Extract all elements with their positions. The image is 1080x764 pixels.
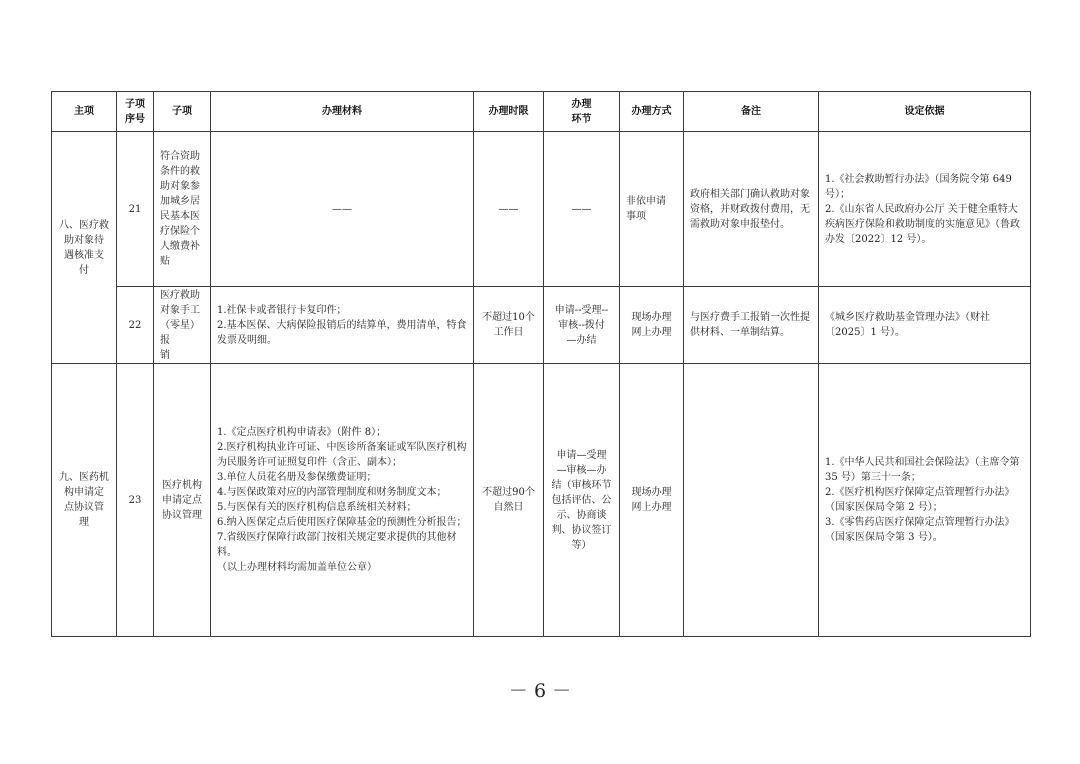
table-row bbox=[52, 287, 1031, 364]
material-line: 5.与医保有关的医疗机构信息系统相关材料； bbox=[217, 502, 417, 513]
sub-item-name: 医疗机构 申请定点 协议管理 bbox=[154, 364, 211, 637]
header-materials: 办理材料 bbox=[211, 92, 474, 132]
sub-item-number: 22 bbox=[117, 287, 154, 364]
legal-basis-cell bbox=[819, 132, 1031, 287]
materials-cell bbox=[211, 287, 474, 364]
sub-item-number: 23 bbox=[117, 364, 154, 637]
material-line: 4.与医保政策对应的内部管理制度和财务制度文本； bbox=[217, 487, 447, 498]
sub-item-name: 符合资助 条件的救 助对象参 加城乡居 民基本医 疗保险个 人缴费补 贴 bbox=[154, 132, 211, 287]
header-sub-item: 子项 bbox=[154, 92, 211, 132]
materials-cell bbox=[211, 364, 474, 637]
service-items-table bbox=[51, 91, 1031, 637]
table-row bbox=[52, 364, 1031, 637]
legal-basis-cell bbox=[819, 364, 1031, 637]
method-cell: 现场办理 网上办理 bbox=[620, 364, 684, 637]
basis-line: 2.《医疗机构医疗保障定点管理暂行办法》（国家医保局令第 2 号）； bbox=[825, 487, 1015, 513]
material-line: 2.医疗机构执业许可证、中医诊所备案证或军队医疗机构为民服务许可证照复印件（含正、副本）； bbox=[217, 442, 467, 468]
remark-cell bbox=[684, 364, 819, 637]
basis-line: 1.《中华人民共和国社会保险法》（主席令第 35 号）第三十一条； bbox=[825, 457, 1020, 483]
material-line: 7.省级医疗保障行政部门按相关规定要求提供的其他材料。 bbox=[217, 532, 457, 558]
time-limit-cell: 不超过90个 自然日 bbox=[474, 364, 544, 637]
basis-line: 2.《山东省人民政府办公厅 关于健全重特大疾病医疗保险和救助制度的实施意见》（鲁政办发〔2022〕12 号）。 bbox=[825, 203, 1020, 245]
remark-cell: 与医疗费手工报销一次性提供材料、一单制结算。 bbox=[684, 287, 819, 364]
header-row bbox=[52, 92, 1031, 132]
header-sub-item-number: 子项 序号 bbox=[117, 92, 154, 132]
header-method: 办理方式 bbox=[620, 92, 684, 132]
material-line: 3.单位人员花名册及参保缴费证明； bbox=[217, 472, 377, 483]
legal-basis-cell: 《城乡医疗救助基金管理办法》（财社〔2025〕1 号）。 bbox=[819, 287, 1031, 364]
material-line: 1.社保卡或者银行卡复印件； bbox=[217, 304, 347, 316]
main-item-8: 八、医疗救 助对象待 遇核准支 付 bbox=[52, 132, 117, 364]
time-limit-cell: —— bbox=[474, 132, 544, 287]
sub-item-number: 21 bbox=[117, 132, 154, 287]
procedure-step-cell: —— bbox=[544, 132, 620, 287]
header-time-limit: 办理时限 bbox=[474, 92, 544, 132]
basis-line: 1.《社会救助暂行办法》（国务院令第 649 号）； bbox=[825, 173, 1012, 200]
method-cell: 现场办理 网上办理 bbox=[620, 287, 684, 364]
page-number: － 6 － bbox=[508, 680, 572, 702]
header-main-item: 主项 bbox=[52, 92, 117, 132]
header-legal-basis: 设定依据 bbox=[819, 92, 1031, 132]
main-item-9: 九、医药机 构申请定 点协议管 理 bbox=[52, 364, 117, 637]
basis-line: 3.《零售药店医疗保障定点管理暂行办法》（国家医保局令第 3 号）。 bbox=[825, 517, 1015, 543]
table-row bbox=[52, 132, 1031, 287]
header-remark: 备注 bbox=[684, 92, 819, 132]
remark-cell: 政府相关部门确认救助对象资格，并财政拨付费用，无需救助对象申报垫付。 bbox=[684, 132, 819, 287]
material-line: （以上办理材料均需加盖单位公章） bbox=[217, 562, 377, 573]
procedure-step-cell: 申请—受理 —审核—办 结（审核环节 包括评估、公 示、协商谈 判、协议签订 等） bbox=[544, 364, 620, 637]
material-line: 2.基本医保、大病保险报销后的结算单，费用清单，特食发票及明细。 bbox=[217, 319, 467, 346]
materials-cell: —— bbox=[211, 132, 474, 287]
time-limit-cell: 不超过10个 工作日 bbox=[474, 287, 544, 364]
method-cell: 非依申请 事项 bbox=[620, 132, 684, 287]
procedure-step-cell: 申请--受理-- 审核--拨付 —办结 bbox=[544, 287, 620, 364]
material-line: 1.《定点医疗机构申请表》（附件 8）； bbox=[217, 427, 387, 438]
header-procedure-step: 办理 环节 bbox=[544, 92, 620, 132]
material-line: 6.纳入医保定点后使用医疗保障基金的预测性分析报告； bbox=[217, 517, 467, 528]
sub-item-name: 医疗救助 对象手工 （零星）报 销 bbox=[154, 287, 211, 364]
